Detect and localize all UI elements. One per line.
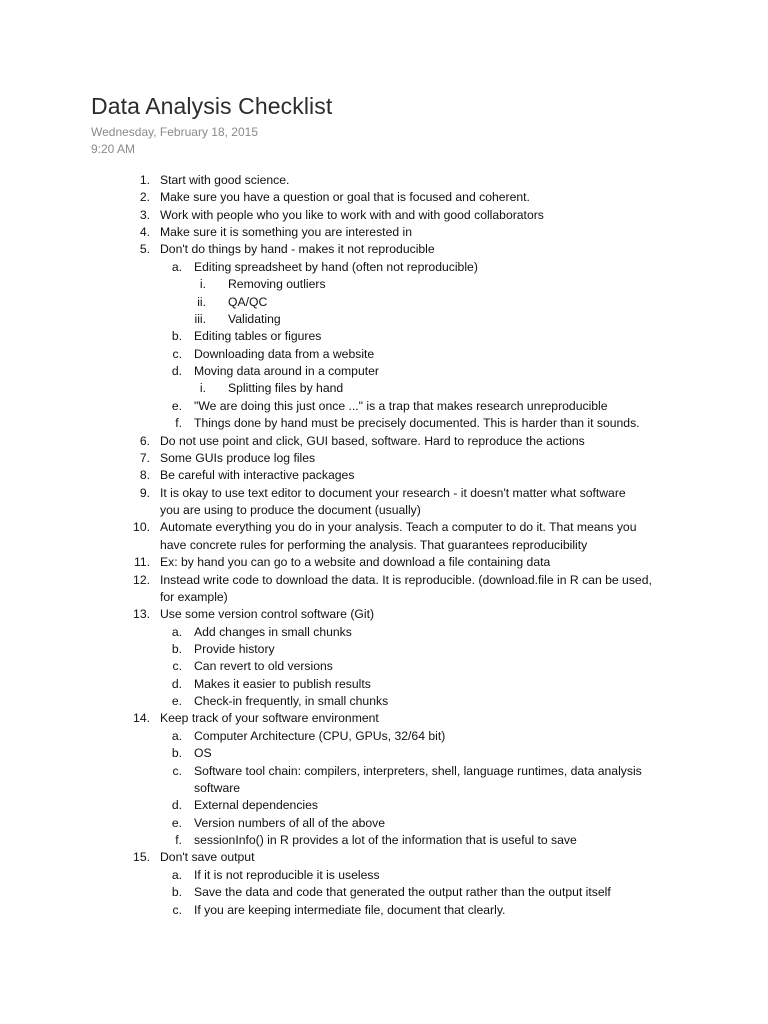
list-item-marker: c. [172, 763, 182, 778]
list-item-marker: f. [175, 833, 182, 848]
list-item-text: "We are doing this just once ..." is a trap that makes research unreproducible [194, 398, 608, 413]
list-item-text: Ex: by hand you can go to a website and download a file containing data [160, 555, 551, 570]
list-item-marker: a. [171, 624, 182, 639]
list-item-text: Makes it easier to publish results [194, 676, 371, 691]
list-item-text: have concrete rules for performing the analysis. That guarantees reproducibility [160, 537, 588, 552]
list-item-text: Computer Architecture (CPU, GPUs, 32/64 bit) [194, 728, 446, 743]
list-item-text: Instead write code to download the data. It is reproducible. (download.file in R can be used, [160, 572, 652, 587]
list-item-text: Add changes in small chunks [194, 624, 352, 639]
list-item-text: you are using to produce the document (usually) [160, 503, 421, 518]
list-item-text: Be careful with interactive packages [160, 468, 355, 483]
list-item-marker: 2. [139, 190, 150, 205]
list-item-text: Can revert to old versions [194, 659, 333, 674]
list-item-text: Do not use point and click, GUI based, software. Hard to reproduce the actions [160, 433, 585, 448]
list-item-marker: a. [171, 867, 182, 882]
list-item-text: Removing outliers [228, 277, 326, 292]
list-item-marker: i. [199, 277, 206, 292]
list-item-text: Don't do things by hand - makes it not reproducible [160, 242, 435, 257]
list-item-text: Don't save output [160, 850, 255, 865]
list-item-text: Automate everything you do in your analysis. Teach a computer to do it. That means you [160, 520, 637, 535]
list-item-marker: 12. [133, 572, 150, 587]
list-item-text: Some GUIs produce log files [160, 450, 316, 465]
list-item-marker: 8. [139, 468, 150, 483]
list-item-marker: d. [171, 364, 182, 379]
list-item-marker: c. [172, 346, 182, 361]
list-item-marker: e. [171, 398, 182, 413]
list-item-text: Splitting files by hand [228, 381, 344, 396]
list-item-text: Work with people who you like to work with and with good collaborators [160, 207, 544, 222]
list-item-text: If you are keeping intermediate file, document that clearly. [194, 902, 506, 917]
list-item-text: If it is not reproducible it is useless [194, 867, 380, 882]
list-item-marker: a. [171, 728, 182, 743]
list-item-marker: 6. [139, 433, 150, 448]
list-item-marker: b. [171, 885, 182, 900]
list-item-marker: 11. [133, 555, 150, 570]
list-item-text: QA/QC [228, 294, 268, 309]
list-item-marker: c. [172, 902, 182, 917]
list-item-text: Check-in frequently, in small chunks [194, 694, 389, 709]
list-item-marker: e. [171, 694, 182, 709]
list-item-text: Things done by hand must be precisely documented. This is harder than it sounds. [194, 416, 640, 431]
list-item-text: Save the data and code that generated the output rather than the output itself [194, 885, 611, 900]
list-item-marker: f. [175, 416, 182, 431]
list-item-marker: e. [171, 815, 182, 830]
list-item-text: Downloading data from a website [194, 346, 375, 361]
list-item-marker: 10. [133, 520, 150, 535]
list-item-text: Editing spreadsheet by hand (often not reproducible) [194, 259, 478, 274]
list-item-marker: d. [171, 676, 182, 691]
list-item-marker: i. [199, 381, 206, 396]
list-item-text: Provide history [194, 641, 275, 656]
list-item-text: sessionInfo() in R provides a lot of the information that is useful to save [194, 833, 577, 848]
list-item-text: Make sure it is something you are interested in [160, 225, 412, 240]
list-item-marker: b. [171, 329, 182, 344]
list-item-text: OS [194, 746, 212, 761]
list-item-marker: 1. [139, 173, 150, 187]
page-title: Data Analysis Checklist [91, 93, 333, 119]
list-item-marker: 13. [133, 607, 150, 622]
list-item-text: It is okay to use text editor to document your research - it doesn't matter what software [160, 485, 626, 500]
list-item-marker: 9. [139, 485, 150, 500]
page-date: Wednesday, February 18, 2015 [91, 125, 258, 139]
list-item-marker: c. [172, 659, 182, 674]
list-item-text: Editing tables or figures [194, 329, 322, 344]
list-item-marker: 4. [139, 225, 150, 240]
list-item-marker: 3. [139, 207, 150, 222]
list-item-text: Software tool chain: compilers, interpreters, shell, language runtimes, data analysis [194, 763, 642, 778]
list-item-marker: ii. [197, 294, 206, 309]
list-item-marker: b. [171, 746, 182, 761]
list-item-marker: b. [171, 641, 182, 656]
list-item-marker: 7. [139, 450, 150, 465]
list-item-marker: d. [171, 798, 182, 813]
list-item-text: Moving data around in a computer [194, 364, 379, 379]
list-item-text: Use some version control software (Git) [160, 607, 375, 622]
list-item-text: software [194, 780, 241, 795]
list-item-text: for example) [160, 589, 228, 604]
list-item-marker: 15. [133, 850, 150, 865]
list-item-marker: iii. [194, 311, 206, 326]
list-item-marker: 5. [139, 242, 150, 257]
list-item-marker: 14. [133, 711, 150, 726]
page-time: 9:20 AM [91, 142, 136, 156]
list-item-text: Validating [228, 311, 281, 326]
list-item-text: Make sure you have a question or goal that is focused and coherent. [160, 190, 530, 205]
list-item-text: Start with good science. [160, 173, 290, 187]
list-item-text: Version numbers of all of the above [194, 815, 386, 830]
list-item-text: External dependencies [194, 798, 318, 813]
list-item-text: Keep track of your software environment [160, 711, 379, 726]
list-item-marker: a. [171, 259, 182, 274]
